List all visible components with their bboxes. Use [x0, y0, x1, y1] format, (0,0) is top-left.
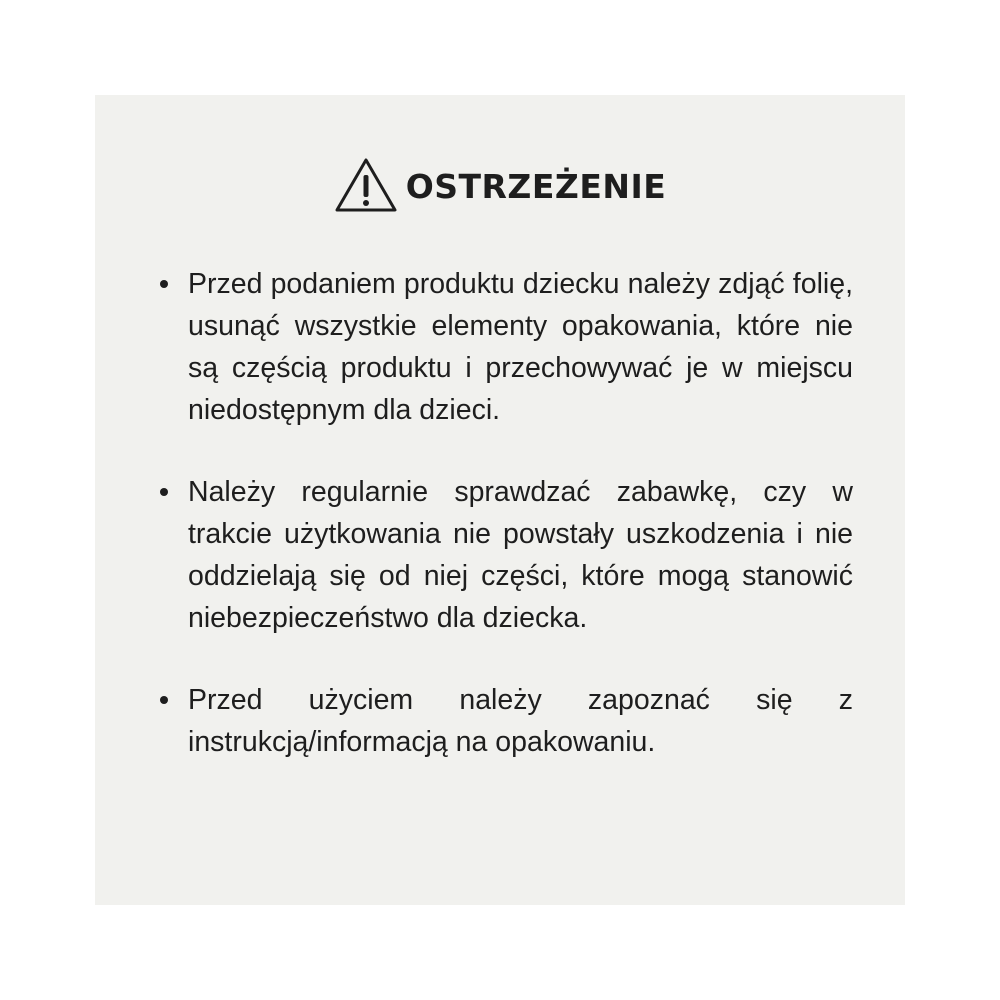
- warning-header: [95, 155, 905, 215]
- warning-list: [188, 263, 853, 763]
- list-item: [188, 471, 853, 639]
- list-item-text: Przed użyciem należy zapoznać się z instrukcją/informacją na opakowaniu.: [188, 684, 853, 758]
- list-item-text: Przed podaniem produktu dziecku należy zdjąć folię, usunąć wszystkie elementy opakowania, które nie są częścią produktu i przechowywać je w miejscu niedostępnym dla dzieci.: [188, 268, 853, 426]
- warning-card: [95, 95, 905, 905]
- bullet-icon: [160, 280, 168, 288]
- warning-triangle-icon: [334, 157, 398, 213]
- page-title: OSTRZEŻENIE: [405, 166, 667, 206]
- bullet-icon: [160, 696, 168, 704]
- list-item: [188, 679, 853, 763]
- bullet-icon: [160, 488, 168, 496]
- list-item-text: Należy regularnie sprawdzać zabawkę, czy w trakcie użytkowania nie powstały uszkodzenia i nie oddzielają się od niej części, które mogą stanowić niebezpieczeństwo dla dziecka.: [188, 476, 853, 634]
- list-item: [188, 263, 853, 431]
